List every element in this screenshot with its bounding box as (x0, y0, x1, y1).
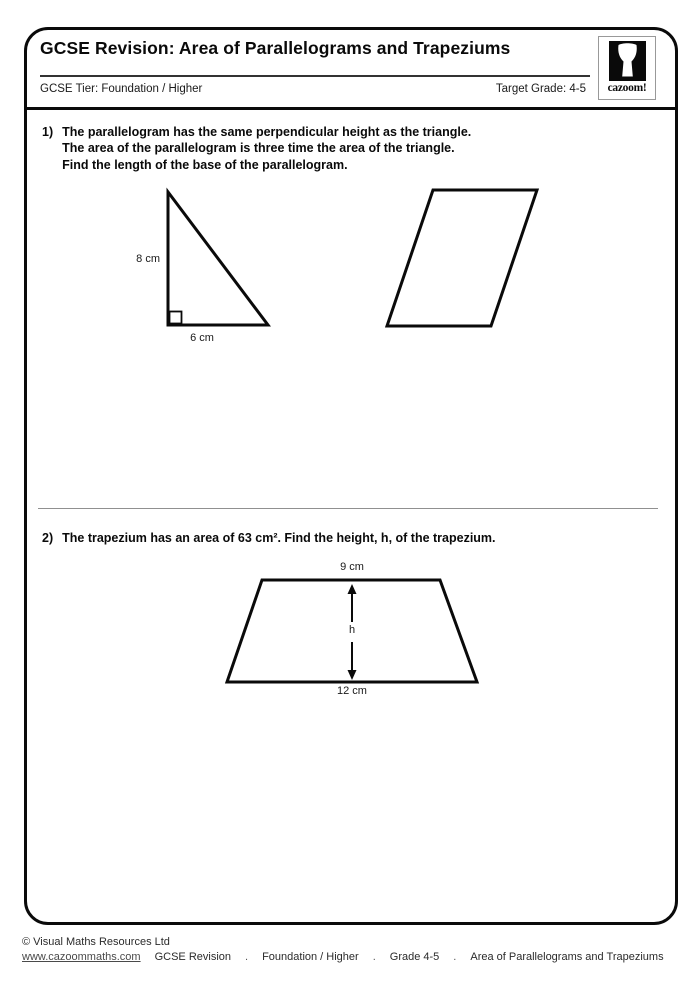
footer-link[interactable]: www.cazoommaths.com (22, 951, 141, 963)
goblet-icon (609, 41, 646, 81)
triangle-height-label: 8 cm (136, 253, 160, 265)
question-1-line-3: Find the length of the base of the parallelogram. (62, 157, 348, 172)
parallelogram-figure (380, 182, 545, 334)
section-divider (38, 508, 658, 509)
logo-wordmark: cazoom! (607, 82, 647, 94)
footer-item-topic: Area of Parallelograms and Trapeziums (470, 951, 664, 963)
question-1 (42, 124, 471, 173)
footer-copyright: © Visual Maths Resources Ltd (22, 936, 170, 948)
title-divider (40, 75, 590, 77)
footer-info-line (22, 951, 664, 963)
footer-item-grade: Grade 4-5 (389, 951, 440, 963)
question-1-text (62, 124, 471, 173)
question-2-number: 2) (42, 531, 54, 545)
question-1-number: 1) (42, 125, 54, 139)
page-title: GCSE Revision: Area of Parallelograms and Trapeziums (40, 38, 511, 58)
question-1-line-1: The parallelogram has the same perpendicular height as the triangle. (62, 125, 472, 139)
trapezium-bottom-label: 12 cm (337, 685, 367, 697)
question-2 (42, 530, 496, 546)
triangle-shape (168, 192, 268, 325)
right-angle-marker (170, 312, 182, 324)
target-grade-label: Target Grade: 4-5 (495, 83, 586, 95)
question-2-text: The trapezium has an area of 63 cm². Find the height, h, of the trapezium. (62, 531, 496, 545)
footer-separator-2: . (372, 951, 376, 963)
footer-item-tier: Foundation / Higher (262, 951, 359, 963)
question-1-line-2: The area of the parallelogram is three time the area of the triangle. (62, 141, 455, 156)
tier-label: GCSE Tier: Foundation / Higher (40, 83, 203, 95)
parallelogram-shape (387, 190, 537, 326)
trapezium-top-label: 9 cm (340, 561, 364, 573)
header-divider (27, 107, 675, 110)
footer-separator-1: . (245, 951, 249, 963)
triangle-figure (140, 182, 280, 332)
trapezium-height-label: h (348, 624, 356, 636)
footer-item-revision: GCSE Revision (154, 951, 232, 963)
cazoom-logo (598, 36, 656, 100)
triangle-base-label: 6 cm (190, 332, 214, 344)
worksheet-page (24, 27, 678, 925)
footer-separator-3: . (453, 951, 457, 963)
